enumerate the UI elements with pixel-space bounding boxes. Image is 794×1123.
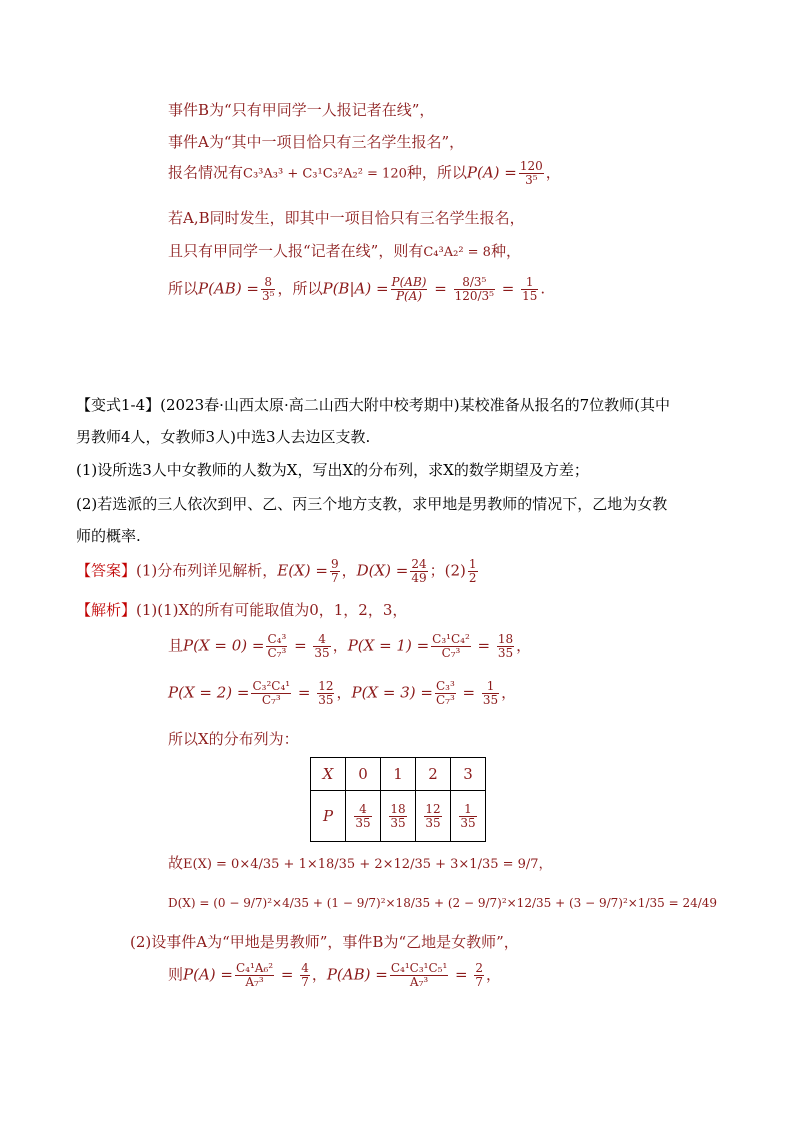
expectation-line: 故E(X) = 0×4/35 + 1×18/35 + 2×12/35 + 3×1/35 = 9/7，: [168, 854, 552, 872]
analysis-q2-line-2: 则P(A) = $\frac{\text{C₄¹A₆²}}{\text{A₇³}}$ = $\frac{4}{7}$ ，P(AB) = $\frac{\text{C₄¹C₃¹C₅¹}}{\text{A₇³}}$ = $\frac{2}{7}$ ，: [168, 961, 502, 989]
solution-line-1: 事件B为“只有甲同学一人报记者在线”，: [168, 101, 435, 119]
analysis-prob-line-2: P(X = 2) = $\frac{\text{C₃²C₄¹}}{\text{C₇³}}$ = $\frac{12}{35}$ ，P(X = 3) = $\frac{\text{C₃³}}{\text{C₇³}}$ = $\frac{1}{35}$ ，: [168, 679, 517, 707]
table-cell: P: [311, 791, 346, 842]
problem-q2-b: 师的概率.: [76, 527, 141, 545]
solution-line-3: 报名情况有C₃³A₃³ + C₃¹C₃²A₂² = 120种，所以P(A) = $\frac{120}{\text{3⁵}}$ ，: [168, 159, 561, 187]
problem-tag: 【变式1-4】: [76, 396, 161, 414]
solution-line-6: 所以P(AB) = $\frac{8}{\text{3⁵}}$ ，所以P(B|A) = $\frac{P(AB)}{P(A)}$ = $\frac{\text{8/3⁵}}{\text{120/3⁵}}$ = $\frac{1}{15}$ .: [168, 275, 546, 303]
table-row: [311, 791, 486, 842]
distribution-intro: 所以X的分布列为：: [168, 730, 299, 748]
table-cell: 3: [451, 758, 486, 791]
table-cell: 2: [416, 758, 451, 791]
table-cell: $\frac{1}{35}$: [451, 791, 486, 842]
answer-tag: 【答案】: [76, 561, 137, 580]
problem-q1: (1)设所选3人中女教师的人数为X，写出X的分布列，求X的数学期望及方差；: [76, 461, 589, 479]
analysis-tag: 【解析】: [76, 601, 137, 619]
table-cell: $\frac{4}{35}$: [346, 791, 381, 842]
problem-line-2: 男教师4人，女教师3人)中选3人去边区支教.: [76, 428, 371, 446]
table-cell: 1: [381, 758, 416, 791]
table-row: [311, 758, 486, 791]
distribution-table: [310, 757, 486, 842]
analysis-q2-line-1: (2)设事件A为“甲地是男教师”，事件B为“乙地是女教师”，: [130, 933, 519, 951]
analysis-line-1: 【解析】(1)(1)X的所有可能取值为0，1，2，3，: [76, 601, 408, 619]
solution-line-2: 事件A为“其中一项目恰只有三名学生报名”，: [168, 133, 465, 151]
table-cell: X: [311, 758, 346, 791]
table-cell: 0: [346, 758, 381, 791]
solution-line-5: 且只有甲同学一人报“记者在线”，则有C₄³A₂² = 8种，: [168, 242, 521, 260]
solution-line-4: 若A,B同时发生，即其中一项目恰只有三名学生报名，: [168, 209, 525, 227]
table-cell: $\frac{18}{35}$: [381, 791, 416, 842]
problem-line-1: 【变式1-4】(2023春·山西太原·高二山西大附中校考期中)某校准备从报名的7位教师(其中: [76, 396, 670, 414]
analysis-prob-line-1: 且P(X = 0) = $\frac{\text{C₄³}}{\text{C₇³}}$ = $\frac{4}{35}$ ，P(X = 1) = $\frac{\text{C₃¹C₄²}}{\text{C₇³}}$ = $\frac{18}{35}$ ，: [168, 632, 532, 660]
problem-q2-a: (2)若选派的三人依次到甲、乙、丙三个地方支教，求甲地是男教师的情况下，乙地为女教: [76, 495, 668, 513]
table-cell: $\frac{12}{35}$: [416, 791, 451, 842]
variance-line: D(X) = (0 − 9/7)²×4/35 + (1 − 9/7)²×18/35 + (2 − 9/7)²×12/35 + (3 − 9/7)²×1/35 = 24/49: [168, 896, 718, 910]
answer-line: 【答案】(1)分布列详见解析，E(X) = $\frac{9}{7}$ ，D(X) = $\frac{24}{49}$ ；(2) $\frac{1}{2}$: [76, 557, 477, 585]
